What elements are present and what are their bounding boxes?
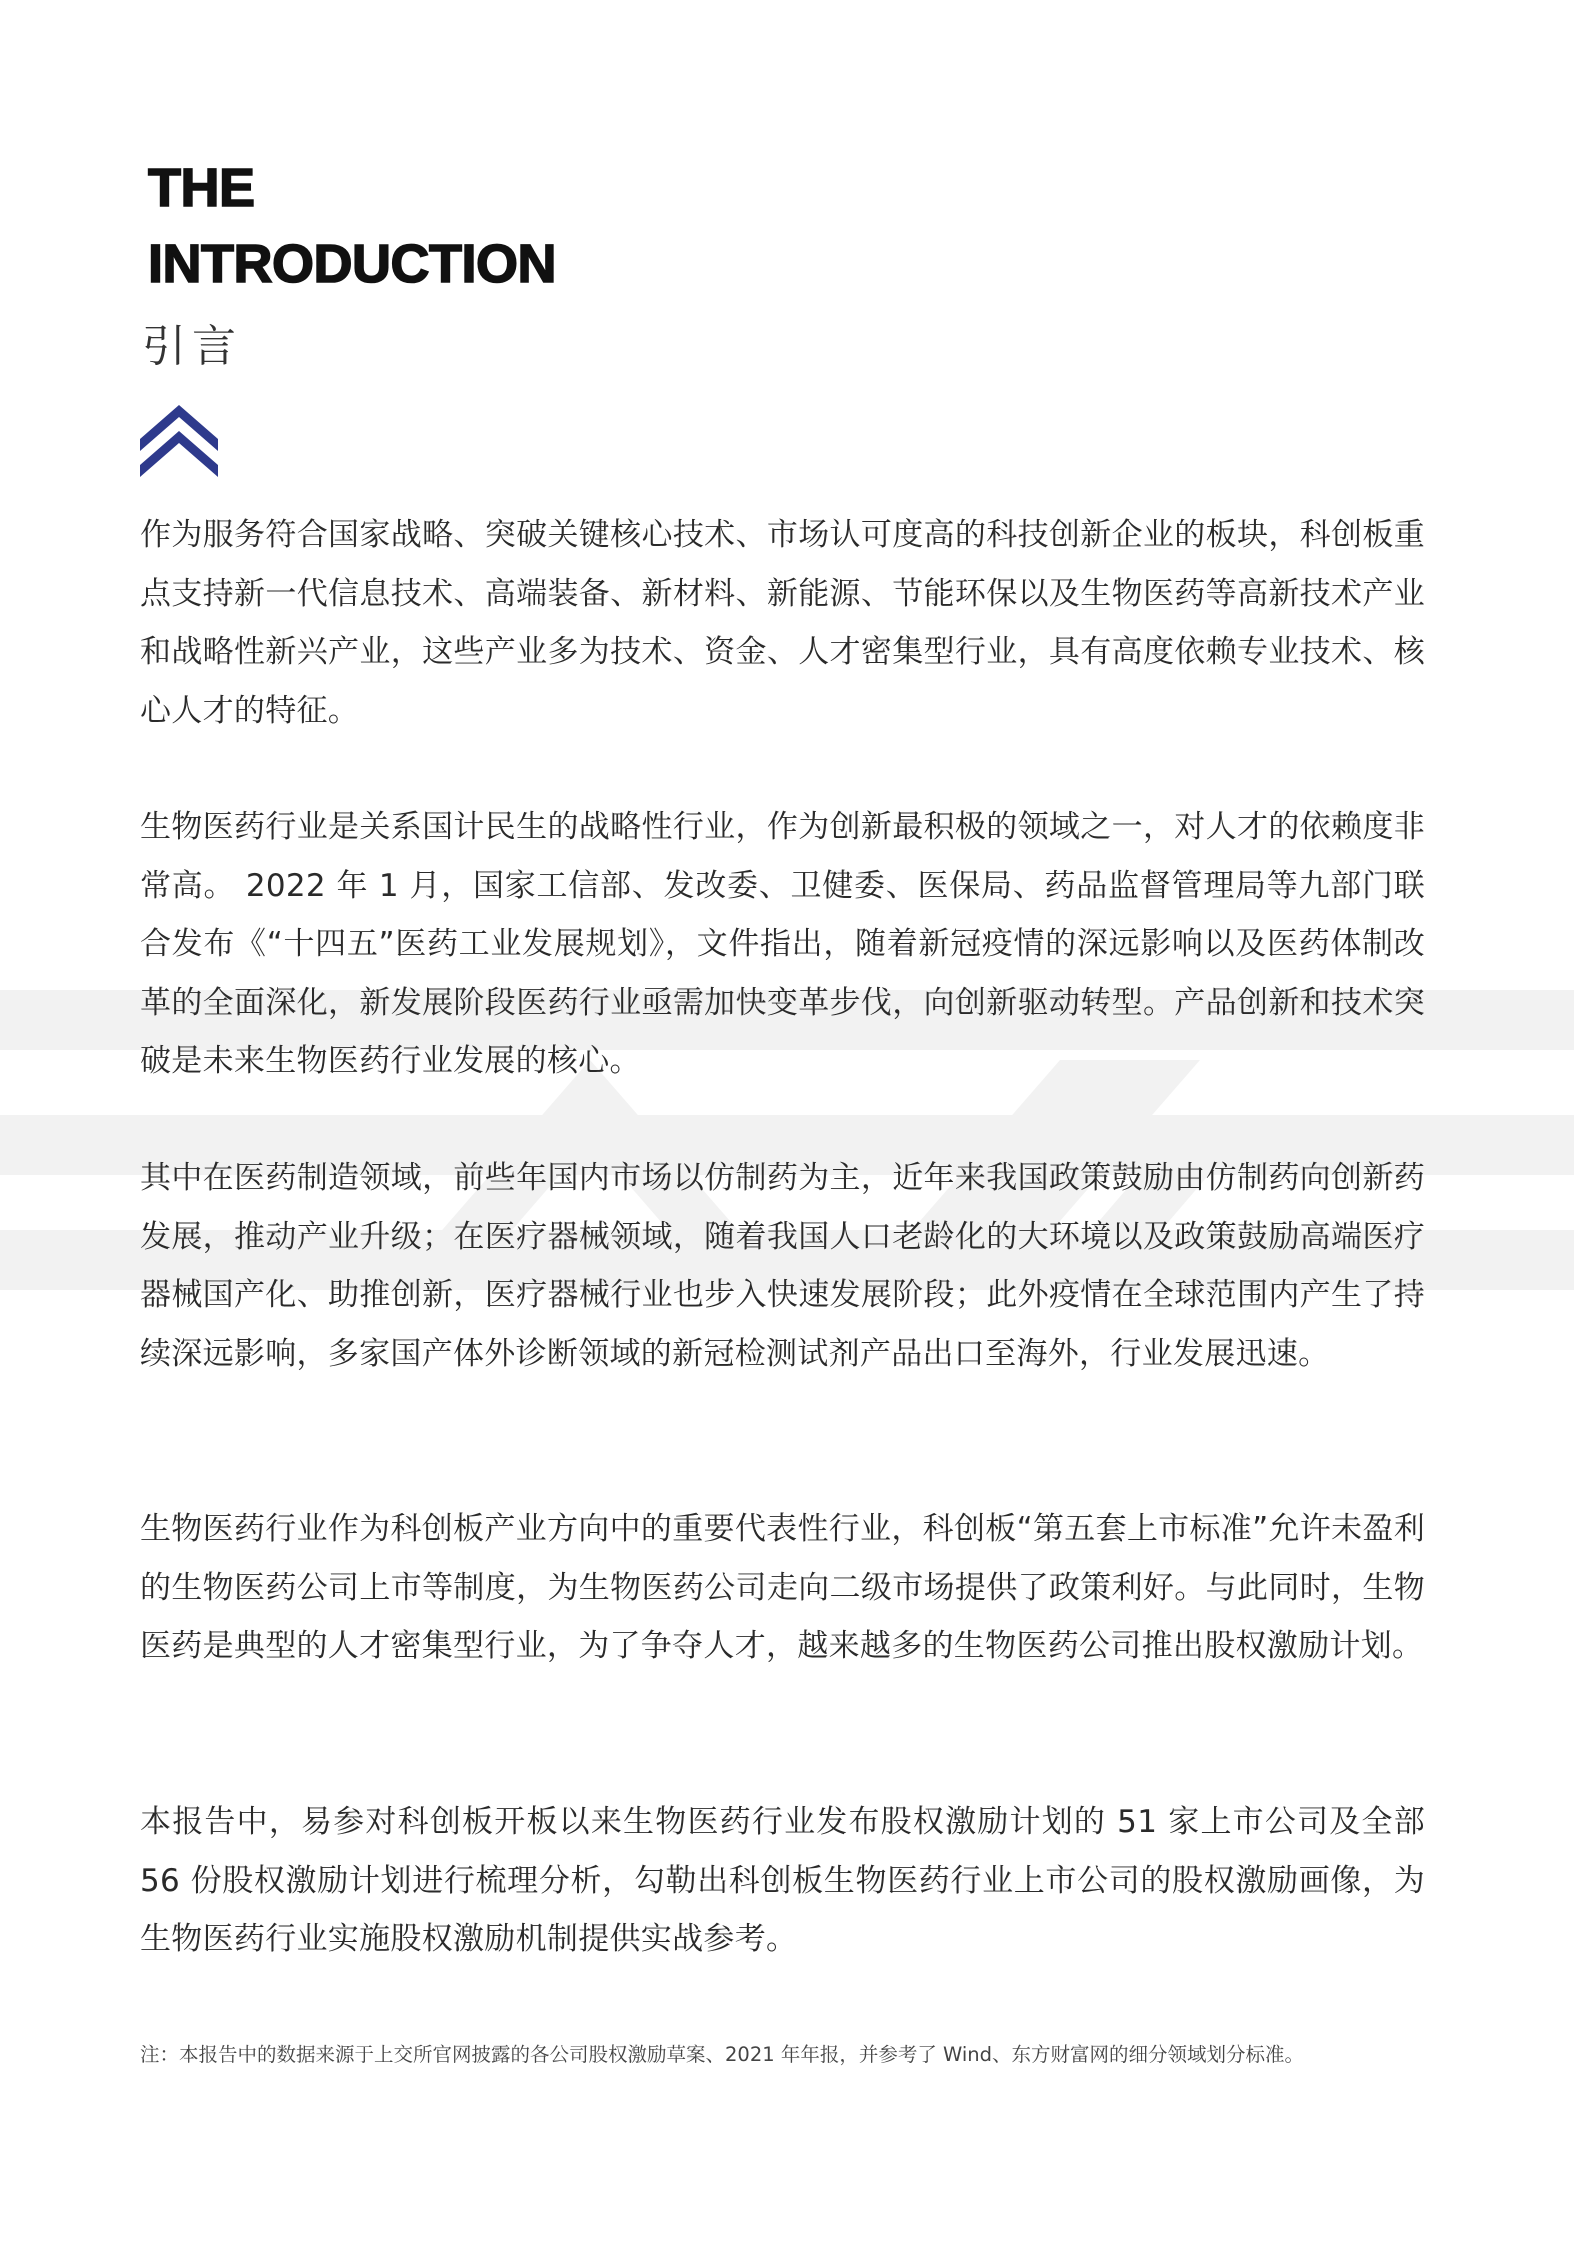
intro-paragraph-2: 生物医药行业是关系国计民生的战略性行业，作为创新最积极的领域之一，对人才的依赖度非常高。 2022 年 1 月，国家工信部、发改委、卫健委、医保局、药品监督管理局等九部门联合发布《“十四五”医药工业发展规划》，文件指出，随着新冠疫情的深远影响以及医药体制改革的全面深化，新发展阶段医药行业亟需加快变革步伐，向创新驱动转型。产品创新和技术突破是未来生物医药行业发展的核心。 bbox=[140, 809, 1425, 1079]
footnote: 注：本报告中的数据来源于上交所官网披露的各公司股权激励草案、2021 年年报，并参考了 Wind、东方财富网的细分领域划分标准。 bbox=[140, 2043, 1305, 2066]
intro-paragraph-1: 作为服务符合国家战略、突破关键核心技术、市场认可度高的科技创新企业的板块，科创板重点支持新一代信息技术、高端装备、新材料、新能源、节能环保以及生物医药等高新技术产业和战略性新兴产业，这些产业多为技术、资金、人才密集型行业，具有高度依赖专业技术、核心人才的特征。 bbox=[140, 517, 1425, 729]
page-title-en bbox=[148, 150, 556, 302]
intro-paragraph-5: 本报告中，易参对科创板开板以来生物医药行业发布股权激励计划的 51 家上市公司及全部 56 份股权激励计划进行梳理分析，勾勒出科创板生物医药行业上市公司的股权激励画像，为生物医药行业实施股权激励机制提供实战参考。 bbox=[140, 1804, 1425, 1957]
intro-paragraph-4: 生物医药行业作为科创板产业方向中的重要代表性行业，科创板“第五套上市标准”允许未盈利的生物医药公司上市等制度，为生物医药公司走向二级市场提供了政策利好。与此同时，生物医药是典型的人才密集型行业，为了争夺人才，越来越多的生物医药公司推出股权激励计划。 bbox=[140, 1511, 1425, 1664]
page-title-zh: 引言 bbox=[142, 321, 242, 372]
title-line-introduction: INTRODUCTION bbox=[148, 234, 556, 294]
title-line-the: THE bbox=[148, 158, 255, 218]
intro-paragraph-3: 其中在医药制造领域，前些年国内市场以仿制药为主，近年来我国政策鼓励由仿制药向创新药发展，推动产业升级；在医疗器械领域，随着我国人口老龄化的大环境以及政策鼓励高端医疗器械国产化、助推创新，医疗器械行业也步入快速发展阶段；此外疫情在全球范围内产生了持续深远影响，多家国产体外诊断领域的新冠检测试剂产品出口至海外，行业发展迅速。 bbox=[140, 1160, 1425, 1372]
double-chevron-up-icon bbox=[140, 405, 218, 477]
